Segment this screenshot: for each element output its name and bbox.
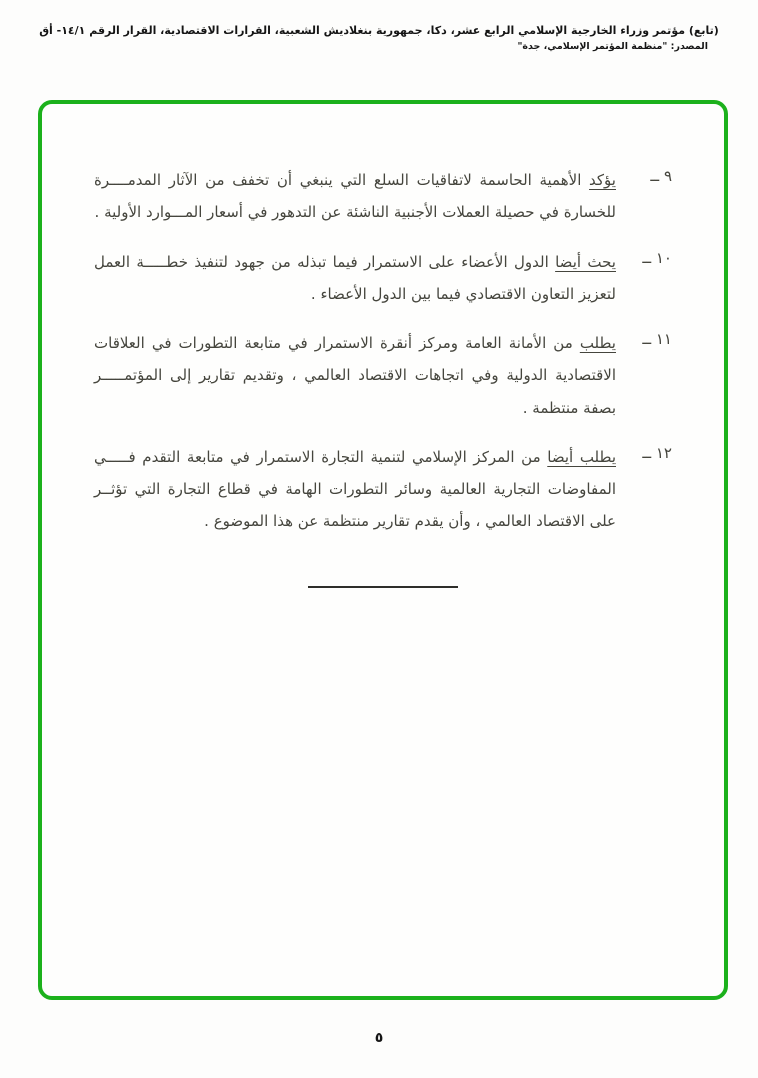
resolution-item-11 xyxy=(94,327,672,424)
item-number: ١٢ ــ xyxy=(642,443,672,462)
item-body: الدول الأعضاء على الاستمرار فيما تبذله من جهود لتنفيذ خطـــــة العمل لتعزيز التعاون الاقتصادي فيما بين الدول الأعضاء . xyxy=(94,252,616,303)
item-keyword: يؤكد xyxy=(589,171,616,189)
item-keyword: يطلب أيضا xyxy=(547,447,616,466)
green-border-frame xyxy=(38,100,728,1000)
resolution-item-9 xyxy=(94,164,672,229)
item-text xyxy=(94,164,616,229)
item-body: من المركز الإسلامي لتنمية التجارة الاستمرار في متابعة التقدم فـــــي المفاوضات التجارية العالمية وسائر التطورات الهامة في قطاع التجارة التي تؤثــر على الاقتصاد العالمي ، وأن يقدم تقارير منتظمة عن هذا الموضوع . xyxy=(94,447,616,531)
item-text xyxy=(94,441,616,538)
item-text xyxy=(94,327,616,424)
resolution-item-10 xyxy=(94,246,672,311)
item-number: ١٠ ــ xyxy=(642,248,672,267)
item-number: ١١ ــ xyxy=(642,330,672,348)
section-divider xyxy=(308,586,458,588)
resolution-item-12 xyxy=(94,441,672,538)
document-header xyxy=(0,0,758,52)
item-body: الأهمية الحاسمة لاتفاقيات السلع التي ينبغي أن تخفف من الآثار المدمــــرة للخسارة في حصيلة العملات الأجنبية الناشئة عن التدهور في أسعار المـــوارد الأولية . xyxy=(94,171,616,222)
page-number: ٥ xyxy=(374,1030,384,1046)
header-title: (تابع) مؤتمر وزراء الخارجية الإسلامي الرابع عشر، دكا، جمهورية بنغلاديش الشعبية، القرارات الاقتصادية، القرار الرقم ١٤/١- أق xyxy=(39,24,719,37)
item-keyword: يحث أيضا xyxy=(555,252,616,271)
item-text xyxy=(94,246,616,311)
item-body: من الأمانة العامة ومركز أنقرة الاستمرار في متابعة التطورات في العلاقات الاقتصادية الدولية وفي اتجاهات الاقتصاد العالمي ، وتقديم تقارير إلى المؤتمـــــر بصفة منتظمة . xyxy=(94,334,616,417)
document-body xyxy=(42,104,724,588)
header-source: المصدر: "منظمة المؤتمر الإسلامي، جدة" xyxy=(517,41,708,52)
item-keyword: يطلب xyxy=(579,334,616,352)
item-number: ٩ ــ xyxy=(650,167,672,185)
